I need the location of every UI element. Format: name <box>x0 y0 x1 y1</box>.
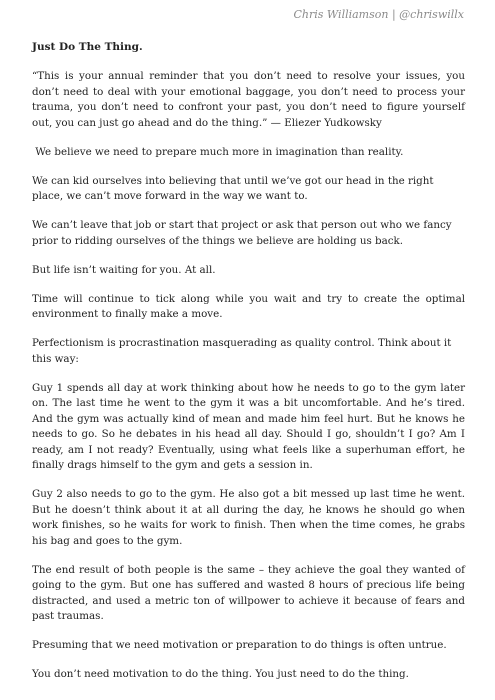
paragraph: Presuming that we need motivation or preparation to do things is often untrue. <box>32 639 447 651</box>
paragraph: We can kid ourselves into believing that until we’ve got our head in the right place, we can’t move forward in the way we want to. <box>32 174 434 202</box>
paragraph: We believe we need to prepare much more in imagination than reality. <box>32 145 404 158</box>
article-body <box>32 69 465 696</box>
paragraph: But life isn’t waiting for you. At all. <box>32 263 216 276</box>
paragraph: Time will continue to tick along while you wait and try to create the optimal environment to finally make a move. <box>32 292 465 320</box>
paragraph-guy-1: Guy 1 spends all day at work thinking about how he needs to go to the gym later on. The last time he went to the gym it was a bit uncomfortable. And he’s tired. And the gym was actually kind of mean and made him feel hurt. But he knows he needs to go. So he debates in his head all day. Should I go, shouldn’t I go? Am I ready, am I not ready? Eventually, using what feels like a superhuman effort, he finally drags himself to the gym and gets a session in. <box>32 381 465 471</box>
author-credit: Chris Williamson | @chriswillx <box>293 8 464 21</box>
paragraph-closing: You don’t need motivation to do the thing. You just need to do the thing. <box>32 668 409 680</box>
paragraph: The end result of both people is the same – they achieve the goal they wanted of going to the gym. But one has suffered and wasted 8 hours of precious life being distracted, and used a metric ton of willpower to achieve it because of fears and past traumas. <box>32 563 465 622</box>
paragraph: Perfectionism is procrastination masquerading as quality control. Think about it this way: <box>32 337 452 365</box>
paragraph: We can’t leave that job or start that project or ask that person out who we fancy prior to ridding ourselves of the things we believe are holding us back. <box>32 219 452 247</box>
article-title: Just Do The Thing. <box>32 41 143 53</box>
paragraph-quote: “This is your annual reminder that you don’t need to resolve your issues, you don’t need to deal with your emotional baggage, you don’t need to process your trauma, you don’t need to confront your past, you don’t need to figure yourself out, you can just go ahead and do the thing.” — Eliezer Yudkowsky <box>32 70 465 129</box>
paragraph-guy-2: Guy 2 also needs to go to the gym. He also got a bit messed up last time he went. But he doesn’t think about it at all during the day, he knows he should go when work finishes, so he waits for work to finish. Then when the time comes, he grabs his bag and goes to the gym. <box>32 488 465 547</box>
